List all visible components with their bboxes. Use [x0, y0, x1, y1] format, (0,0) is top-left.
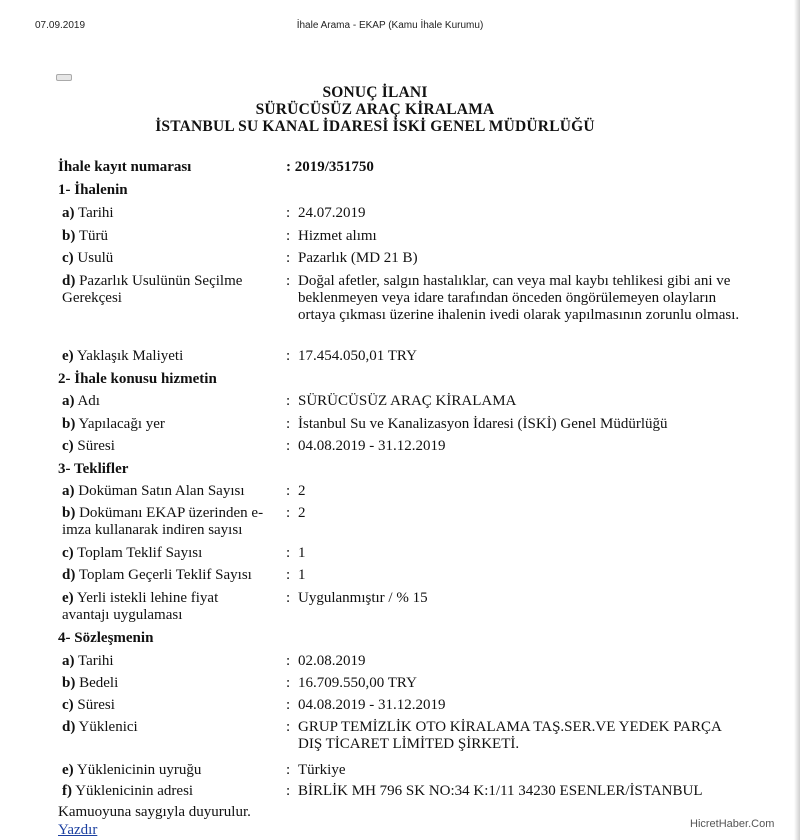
- row-label: e) Yerli istekli lehine fiyat avantajı uygulaması: [62, 590, 219, 623]
- row-label: d) Pazarlık Usulünün Seçilme Gerekçesi: [62, 273, 243, 306]
- print-date: 07.09.2019: [35, 20, 86, 31]
- row-label: a) Adı: [62, 393, 100, 409]
- row-label: b) Bedeli: [62, 675, 119, 691]
- row-label: c) Toplam Teklif Sayısı: [62, 545, 203, 561]
- row-label: f) Yüklenicinin adresi: [62, 783, 194, 799]
- notice-title: SONUÇ İLANI: [322, 84, 428, 101]
- collapse-button[interactable]: [56, 74, 72, 81]
- notice-subject: SÜRÜCÜSÜZ ARAÇ KİRALAMA: [255, 101, 495, 118]
- row-label: a) Tarihi: [62, 205, 114, 221]
- row-value: GRUP TEMİZLİK OTO KİRALAMA TAŞ.SER.VE YEDEK PARÇA DIŞ TİCARET LİMİTED ŞİRKETİ.: [298, 719, 722, 752]
- row-value: 2: [298, 483, 306, 499]
- tender-registration-value: : 2019/351750: [286, 159, 374, 175]
- row-value: 16.709.550,00 TRY: [298, 675, 417, 691]
- row-label: e) Yaklaşık Maliyeti: [62, 348, 184, 364]
- row-value: 24.07.2019: [298, 205, 366, 221]
- row-label: d) Toplam Geçerli Teklif Sayısı: [62, 567, 252, 583]
- row-label: b) Yapılacağı yer: [62, 416, 165, 432]
- row-label: c) Usulü: [62, 250, 114, 266]
- row-value: 2: [298, 505, 306, 521]
- row-value: Pazarlık (MD 21 B): [298, 250, 418, 266]
- print-header: [0, 20, 800, 36]
- section-title: 4- Sözleşmenin: [58, 630, 154, 646]
- print-page-title: İhale Arama - EKAP (Kamu İhale Kurumu): [296, 20, 484, 31]
- row-label: c) Süresi: [62, 438, 115, 454]
- row-label: e) Yüklenicinin uyruğu: [62, 762, 202, 778]
- row-value: 17.454.050,01 TRY: [298, 348, 417, 364]
- row-value: 1: [298, 567, 306, 583]
- row-value: 02.08.2019: [298, 653, 366, 669]
- tender-registration-label: İhale kayıt numarası: [58, 159, 192, 175]
- row-label: c) Süresi: [62, 697, 115, 713]
- row-value: SÜRÜCÜSÜZ ARAÇ KİRALAMA: [298, 393, 517, 409]
- section-title: 1- İhalenin: [58, 182, 128, 198]
- closing-announcement: Kamuoyuna saygıyla duyurulur.: [58, 804, 251, 820]
- row-value: Türkiye: [298, 762, 346, 778]
- row-label: d) Yüklenici: [62, 719, 138, 735]
- page-edge-shadow: [794, 0, 800, 840]
- notice-authority: İSTANBUL SU KANAL İDARESİ İSKİ GENEL MÜDÜRLÜĞÜ: [155, 118, 595, 135]
- row-value: Hizmet alımı: [298, 228, 377, 244]
- row-value: 1: [298, 545, 306, 561]
- print-link[interactable]: Yazdır: [58, 822, 98, 838]
- row-label: a) Doküman Satın Alan Sayısı: [62, 483, 245, 499]
- section-title: 2- İhale konusu hizmetin: [58, 371, 217, 387]
- section-title: 3- Teklifler: [58, 461, 129, 477]
- row-value: İstanbul Su ve Kanalizasyon İdaresi (İSKİ) Genel Müdürlüğü: [298, 416, 668, 432]
- row-value: BİRLİK MH 796 SK NO:34 K:1/11 34230 ESENLER/İSTANBUL: [298, 783, 703, 799]
- row-label: a) Tarihi: [62, 653, 114, 669]
- row-value: Doğal afetler, salgın hastalıklar, can veya mal kaybı tehlikesi gibi ani ve beklenmeyen veya idare tarafından önceden öngörülemeyen olayların ortaya çıkması üzerine ihalenin ivedi olarak yapılmasının zorunlu olması.: [298, 273, 740, 323]
- row-label: b) Türü: [62, 228, 108, 244]
- row-value: 04.08.2019 - 31.12.2019: [298, 697, 446, 713]
- row-label: b) Dokümanı EKAP üzerinden e-imza kullanarak indiren sayısı: [62, 505, 264, 538]
- site-watermark: HicretHaber.Com: [690, 818, 775, 830]
- row-value: Uygulanmıştır / % 15: [298, 590, 428, 606]
- row-value: 04.08.2019 - 31.12.2019: [298, 438, 446, 454]
